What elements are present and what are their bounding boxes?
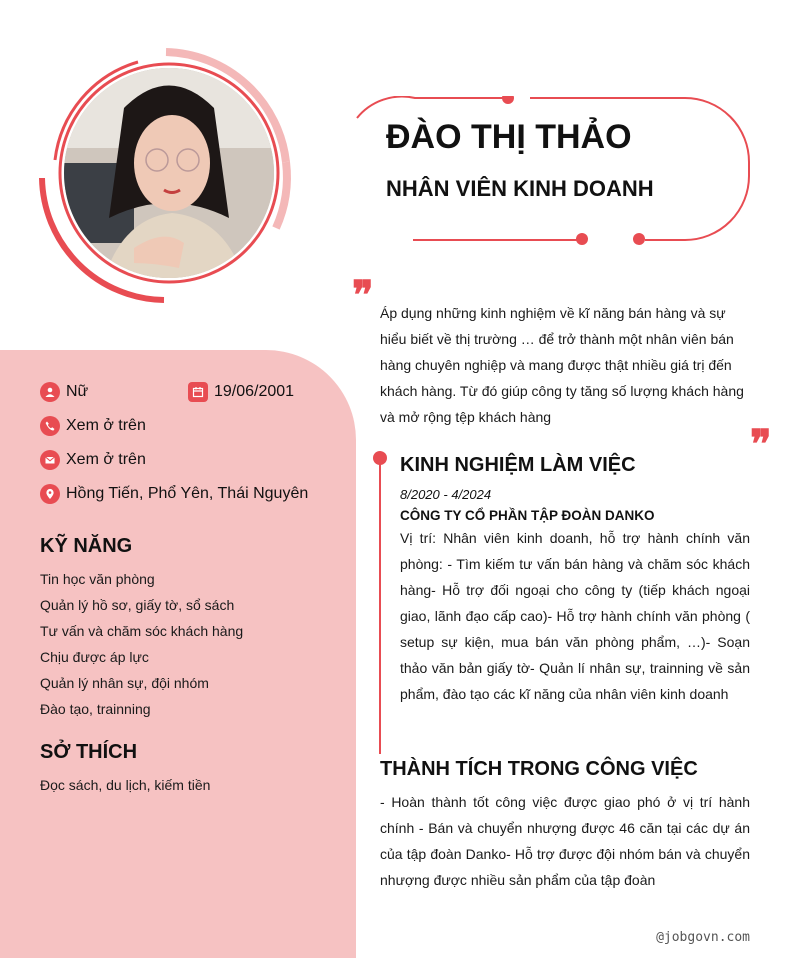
email-value: Xem ở trên — [66, 451, 146, 468]
contact-birthday — [188, 382, 294, 402]
hobbies-heading: SỞ THÍCH — [40, 741, 138, 763]
timeline-line — [379, 456, 381, 754]
skills-list — [40, 566, 243, 722]
user-icon — [40, 382, 60, 402]
watermark: @jobgovn.com — [656, 930, 750, 945]
experience-period: 8/2020 - 4/2024 — [400, 487, 492, 502]
skill-item: Tư vấn và chăm sóc khách hàng — [40, 623, 244, 639]
profile-photo — [64, 68, 274, 278]
birthday-value: 19/06/2001 — [214, 383, 295, 400]
experience-company: CÔNG TY CỔ PHẦN TẬP ĐOÀN DANKO — [400, 508, 655, 523]
skill-item: Đào tạo, trainning — [40, 701, 151, 717]
skill-item: Chịu được áp lực — [40, 649, 149, 665]
experience-entry — [400, 487, 750, 707]
skill-item: Quản lý nhân sự, đội nhóm — [40, 675, 209, 691]
experience-heading: KINH NGHIỆM LÀM VIỆC — [400, 454, 636, 476]
mail-icon — [40, 450, 60, 470]
phone-value: Xem ở trên — [66, 417, 146, 434]
achievements-text: - Hoàn thành tốt công việc được giao phó ở vị trí hành chính - Bán và chuyển nhượng được 46 căn tại các dự án của tập đoàn Danko- Hỗ trợ được đội nhóm bán và chuyển nhượng được nhiều sản phẩm của tập đoàn — [380, 794, 750, 888]
open-quote-icon: ❞ — [352, 272, 374, 319]
calendar-icon — [188, 382, 208, 402]
contact-email — [40, 450, 146, 470]
close-quote-icon: ❞ — [750, 421, 772, 468]
phone-icon — [40, 416, 60, 436]
timeline-dot — [373, 451, 387, 465]
skill-item: Tin học văn phòng — [40, 571, 155, 587]
contact-phone — [40, 416, 146, 436]
skill-item: Quản lý hồ sơ, giấy tờ, sổ sách — [40, 597, 235, 613]
contact-gender — [40, 382, 88, 402]
experience-description: Vị trí: Nhân viên kinh doanh, hỗ trợ hành chính văn phòng: - Tìm kiếm tư vấn bán hàng và chăm sóc khách hàng- Hỗ trợ đối ngoại cho công ty (tiếp khách ngoại giao, lãnh đạo cấp cao)- Hỗ trợ hành chính văn phòng ( setup sự kiện, mua bán văn phòng phẩm, …)- Soạn thảo văn bản giấy tờ- Quản lí nhân sự, trainning về sản phẩm, đào tạo các kĩ năng của nhân viên kinh doanh — [400, 530, 750, 702]
contact-address — [40, 484, 308, 504]
address-value: Hồng Tiến, Phổ Yên, Thái Nguyên — [66, 485, 309, 502]
avatar — [38, 48, 298, 308]
career-objective: Áp dụng những kinh nghiệm về kĩ năng bán hàng và sự hiểu biết về thị trường … để trở thành một nhân viên bán hàng chuyên nghiệp và mang được thật nhiều giá trị đến khách hàng. Từ đó giúp công ty tăng số lượng khách hàng và mở rộng tệp khách hàng — [380, 305, 744, 425]
candidate-job-title: NHÂN VIÊN KINH DOANH — [386, 176, 654, 201]
hobbies-text: Đọc sách, du lịch, kiếm tiền — [40, 777, 211, 793]
achievements-heading: THÀNH TÍCH TRONG CÔNG VIỆC — [380, 758, 698, 780]
location-pin-icon — [40, 484, 60, 504]
skills-heading: KỸ NĂNG — [40, 535, 133, 557]
candidate-name: ĐÀO THỊ THẢO — [386, 118, 632, 156]
gender-value: Nữ — [66, 383, 89, 400]
